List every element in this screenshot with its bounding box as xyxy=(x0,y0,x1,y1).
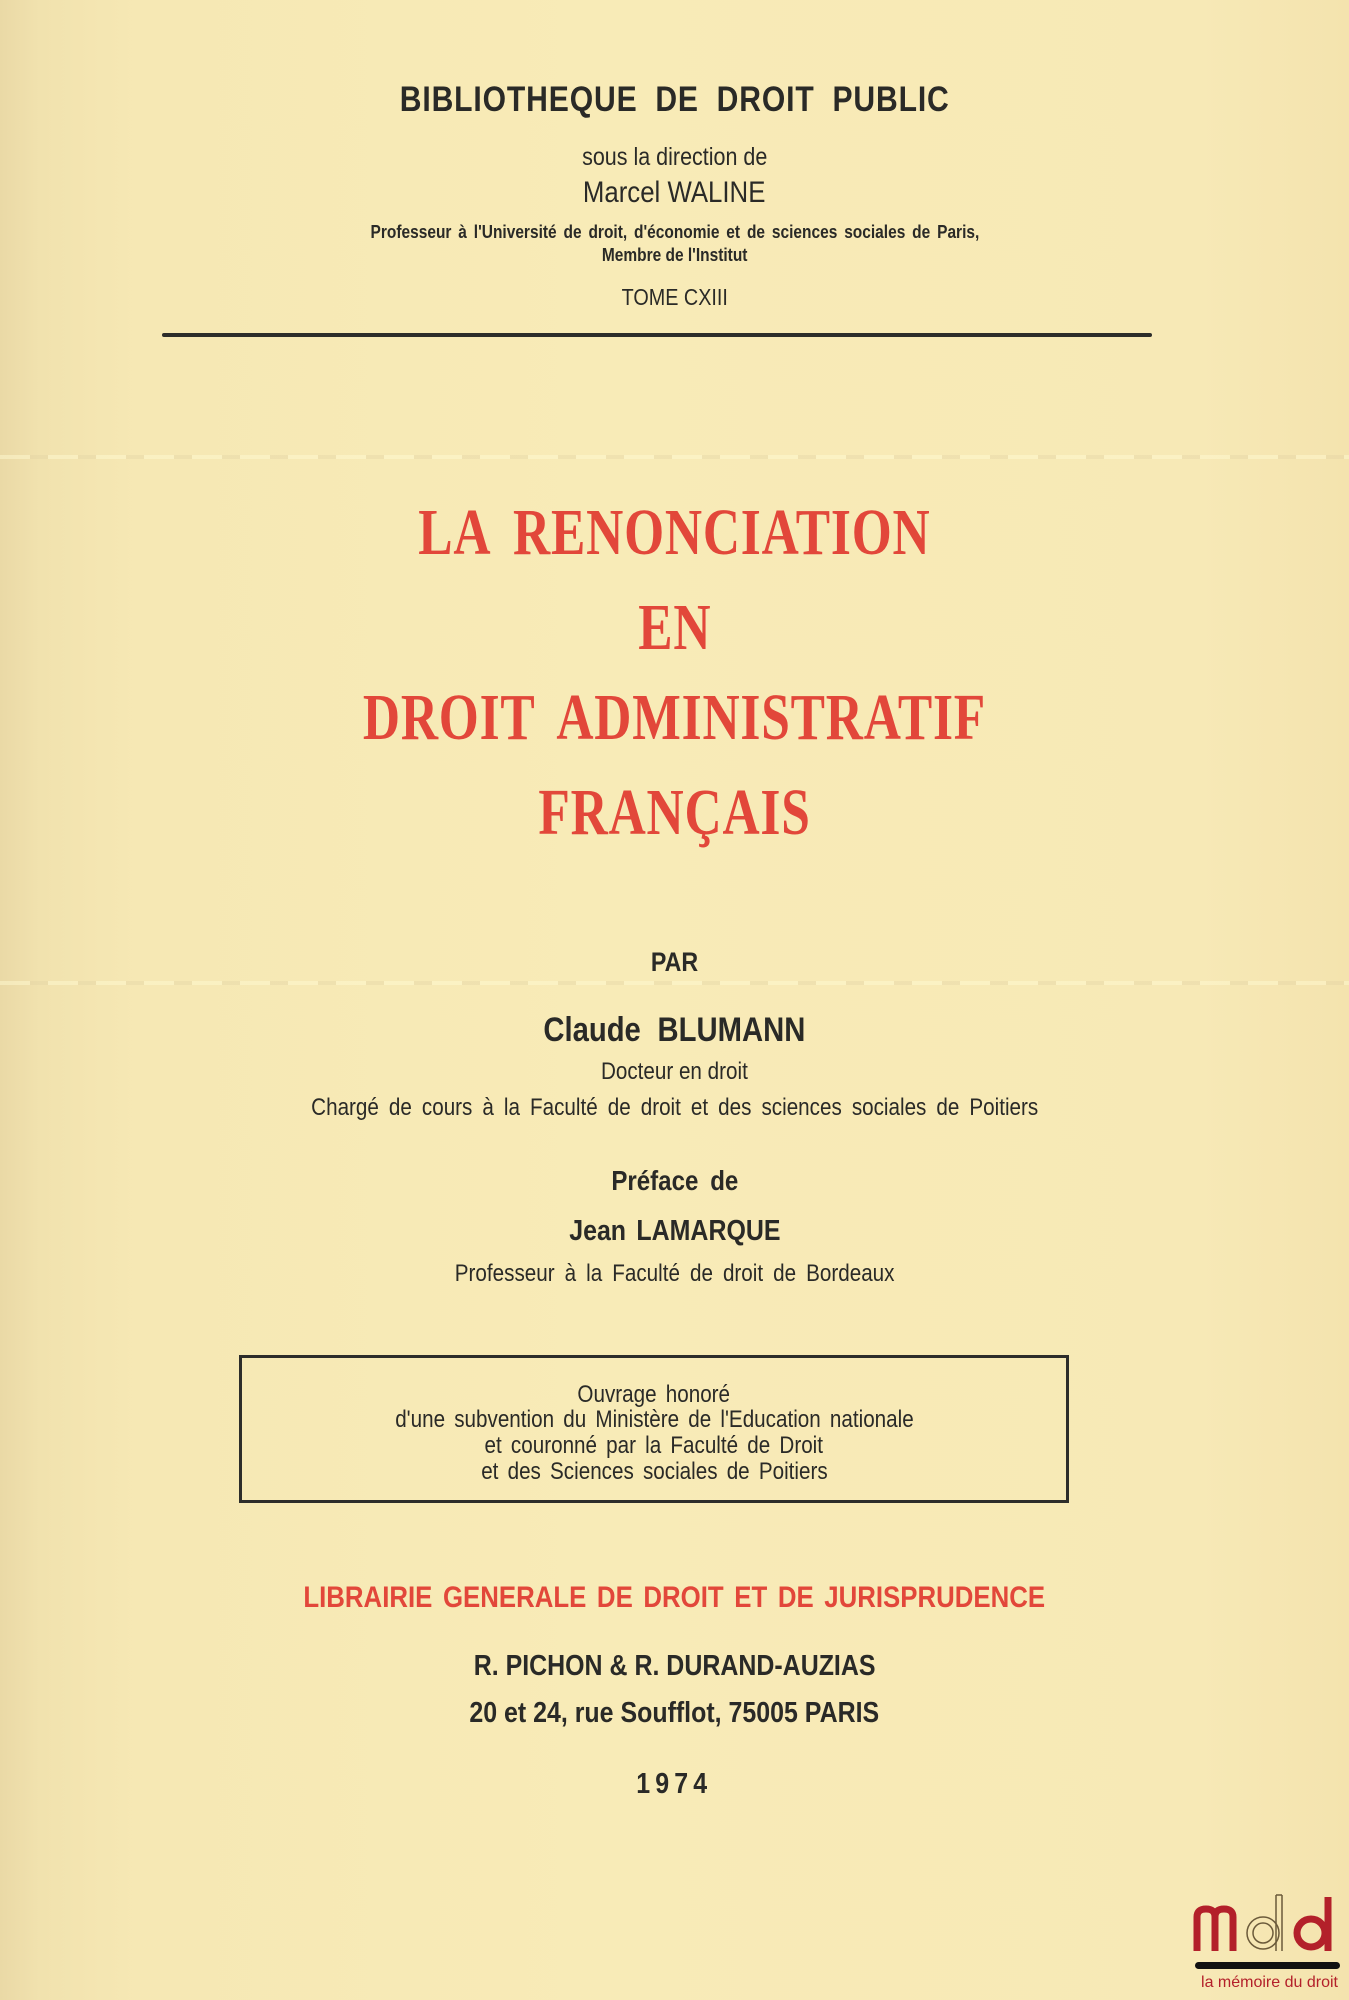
tome-number: TOME CXIII xyxy=(621,284,728,310)
publisher-owners: R. PICHON & R. DURAND-AUZIAS xyxy=(473,1650,876,1682)
logo-tagline: la mémoire du droit xyxy=(1201,1974,1338,1991)
award-line: d'une subvention du Ministère de l'Education nationale xyxy=(394,1406,914,1433)
book-title-line-3: DROIT ADMINISTRATIF xyxy=(362,681,987,754)
publication-year: 1974 xyxy=(636,1768,713,1800)
author-degree: Docteur en droit xyxy=(601,1058,748,1085)
publisher-name: LIBRAIRIE GENERALE DE DROIT ET DE JURISPRUDENCE xyxy=(303,1581,1046,1614)
book-title-line-4: FRANÇAIS xyxy=(538,776,811,849)
mdd-watermark-logo xyxy=(1190,1893,1349,2000)
award-line: Ouvrage honoré xyxy=(577,1381,731,1408)
award-line: et des Sciences sociales de Poitiers xyxy=(480,1458,828,1485)
header-divider xyxy=(162,333,1152,337)
author-position: Chargé de cours à la Faculté de droit et des sciences sociales de Poitiers xyxy=(310,1094,1039,1121)
book-title-line-2: EN xyxy=(637,591,712,664)
preface-author-position: Professeur à la Faculté de droit de Bordeaux xyxy=(454,1260,895,1287)
director-title: Professeur à l'Université de droit, d'économie et de sciences sociales de Paris, xyxy=(370,222,979,242)
logo-underline xyxy=(1195,1962,1340,1969)
series-director: Marcel WALINE xyxy=(583,176,766,209)
paper-fold-line xyxy=(0,455,1349,459)
preface-author: Jean LAMARQUE xyxy=(568,1215,781,1247)
director-membership: Membre de l'Institut xyxy=(601,245,748,265)
publisher-address: 20 et 24, rue Soufflot, 75005 PARIS xyxy=(469,1697,880,1729)
series-title: BIBLIOTHEQUE DE DROIT PUBLIC xyxy=(399,80,950,119)
book-title-line-1: LA RENONCIATION xyxy=(418,496,931,569)
preface-label: Préface de xyxy=(611,1165,738,1196)
mdd-logo-icon xyxy=(1193,1893,1343,1953)
award-line: et couronné par la Faculté de Droit xyxy=(484,1432,824,1459)
paper-fold-line xyxy=(0,981,1349,985)
author-name: Claude BLUMANN xyxy=(543,1011,806,1049)
by-label: PAR xyxy=(650,947,699,977)
direction-label: sous la direction de xyxy=(581,143,768,171)
award-box xyxy=(239,1355,1069,1503)
